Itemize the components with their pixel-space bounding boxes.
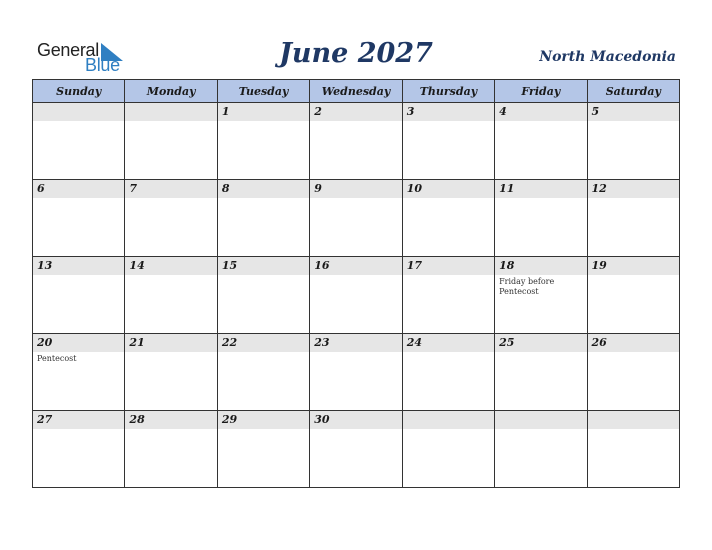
day-number: 18 [495, 257, 586, 275]
day-number [125, 103, 216, 121]
day-number: 24 [403, 334, 494, 352]
brand-blue-text: Blue [85, 55, 120, 75]
day-cell [125, 257, 217, 334]
day-number [495, 411, 586, 429]
day-number: 8 [218, 180, 309, 198]
day-cell [217, 180, 309, 257]
day-cell [310, 334, 402, 411]
day-cell [217, 257, 309, 334]
day-number: 23 [310, 334, 401, 352]
weekday-header: Sunday [33, 80, 125, 103]
day-cell [495, 334, 587, 411]
week-row [33, 411, 680, 488]
week-row [33, 180, 680, 257]
day-number: 10 [403, 180, 494, 198]
day-cell [33, 334, 125, 411]
day-number [33, 103, 124, 121]
day-number: 2 [310, 103, 401, 121]
day-cell [402, 334, 494, 411]
day-cell [310, 257, 402, 334]
day-cell [125, 180, 217, 257]
week-row [33, 103, 680, 180]
day-number: 17 [403, 257, 494, 275]
day-cell [587, 180, 679, 257]
day-number: 11 [495, 180, 586, 198]
day-number: 9 [310, 180, 401, 198]
day-number: 29 [218, 411, 309, 429]
holiday-label: Friday before Pentecost [499, 277, 555, 296]
weekday-header-row [33, 80, 680, 103]
week-row [33, 334, 680, 411]
day-cell [33, 257, 125, 334]
calendar-grid [32, 79, 680, 488]
day-cell [587, 334, 679, 411]
day-cell [402, 103, 494, 180]
day-cell [495, 257, 587, 334]
day-number: 26 [588, 334, 679, 352]
day-number: 13 [33, 257, 124, 275]
day-number: 4 [495, 103, 586, 121]
day-cell [587, 257, 679, 334]
day-cell [33, 180, 125, 257]
weekday-header: Wednesday [310, 80, 402, 103]
day-cell [33, 103, 125, 180]
day-cell [125, 411, 217, 488]
weekday-header: Thursday [402, 80, 494, 103]
day-cell [495, 180, 587, 257]
week-row [33, 257, 680, 334]
day-cell [310, 103, 402, 180]
day-cell [125, 334, 217, 411]
day-number: 12 [588, 180, 679, 198]
day-cell [402, 411, 494, 488]
day-cell [125, 103, 217, 180]
country-name: North Macedonia [539, 49, 676, 65]
day-number: 20 [33, 334, 124, 352]
weekday-header: Friday [495, 80, 587, 103]
day-cell [217, 411, 309, 488]
day-cell [310, 180, 402, 257]
day-number: 6 [33, 180, 124, 198]
day-number: 21 [125, 334, 216, 352]
day-cell [587, 411, 679, 488]
weekday-header: Monday [125, 80, 217, 103]
brand-general-text: General [37, 40, 99, 60]
day-number: 5 [588, 103, 679, 121]
day-number: 19 [588, 257, 679, 275]
calendar-body [33, 103, 680, 488]
day-number: 28 [125, 411, 216, 429]
day-number: 3 [403, 103, 494, 121]
day-number: 25 [495, 334, 586, 352]
day-cell [33, 411, 125, 488]
day-number: 16 [310, 257, 401, 275]
day-number: 7 [125, 180, 216, 198]
day-number [588, 411, 679, 429]
day-cell [495, 103, 587, 180]
day-number: 27 [33, 411, 124, 429]
calendar-title: June 2027 [279, 38, 433, 69]
weekday-header: Saturday [587, 80, 679, 103]
day-cell [402, 180, 494, 257]
day-cell [402, 257, 494, 334]
day-cell [217, 334, 309, 411]
day-cell [217, 103, 309, 180]
weekday-header: Tuesday [217, 80, 309, 103]
day-number: 22 [218, 334, 309, 352]
day-number: 14 [125, 257, 216, 275]
day-number: 15 [218, 257, 309, 275]
day-number: 30 [310, 411, 401, 429]
day-number: 1 [218, 103, 309, 121]
day-cell [587, 103, 679, 180]
day-cell [310, 411, 402, 488]
holiday-label: Pentecost [37, 354, 77, 363]
day-number [403, 411, 494, 429]
day-cell [495, 411, 587, 488]
